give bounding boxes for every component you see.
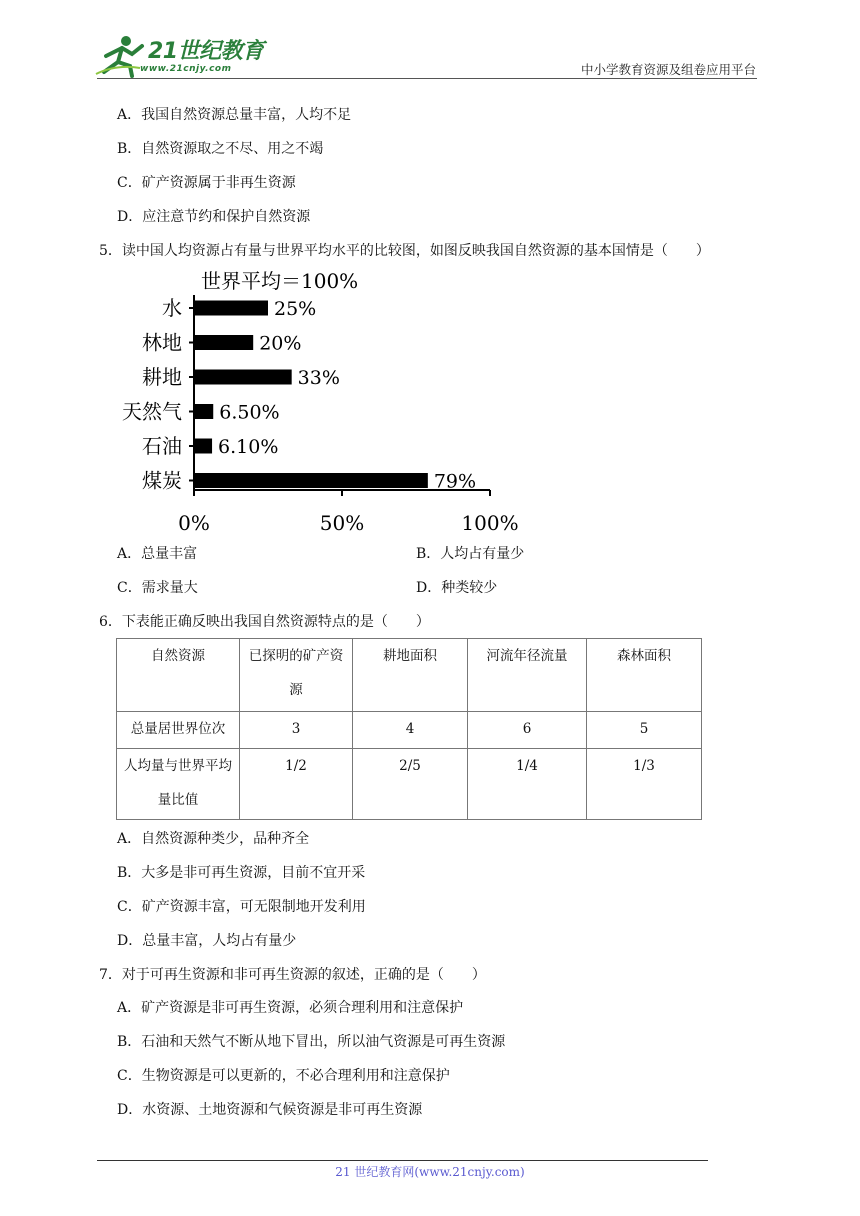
table-cell: 3 — [240, 712, 353, 749]
q6-option-c: C．矿产资源丰富，可无限制地开发利用 — [117, 899, 366, 915]
table-cell: 1/4 — [468, 749, 587, 820]
table-row — [117, 749, 702, 820]
chart-value-label: 79% — [433, 470, 477, 493]
chart-category-label: 石油 — [142, 434, 182, 458]
table-header-cell: 已探明的矿产资源 — [240, 639, 353, 712]
table-cell: 人均量与世界平均量比值 — [117, 749, 240, 820]
q7-option-a: A．矿产资源是非可再生资源，必须合理利用和注意保护 — [117, 1000, 464, 1016]
chart-title: 世界平均＝100% — [201, 269, 359, 293]
chart-value-label: 6.10% — [218, 436, 279, 458]
logo-url: www.21cnjy.com — [140, 64, 232, 74]
q6-option-a: A．自然资源种类少，品种齐全 — [117, 831, 310, 847]
table-cell: 4 — [353, 712, 468, 749]
table-header-cell: 耕地面积 — [353, 639, 468, 712]
resource-bar-chart — [122, 262, 535, 537]
q7-option-d: D．水资源、土地资源和气候资源是非可再生资源 — [117, 1102, 423, 1118]
chart-x-tick-label: 50% — [319, 511, 365, 535]
q4-option-d: D．应注意节约和保护自然资源 — [117, 209, 311, 225]
q4-option-c: C．矿产资源属于非再生资源 — [117, 175, 296, 191]
table-header-cell: 森林面积 — [587, 639, 702, 712]
table-header-cell: 自然资源 — [117, 639, 240, 712]
platform-name: 中小学教育资源及组卷应用平台 — [580, 62, 756, 77]
chart-bar — [194, 404, 213, 419]
logo-text: 21世纪教育 — [148, 39, 264, 64]
chart-category-label: 天然气 — [122, 399, 182, 424]
chart-x-tick-label: 0% — [178, 511, 210, 535]
table-cell: 1/2 — [240, 749, 353, 820]
chart-category-label: 耕地 — [142, 365, 182, 389]
chart-bar — [194, 335, 253, 350]
q5-option-b: B．人均占有量少 — [416, 546, 525, 562]
table-header-row — [117, 639, 702, 712]
table-cell: 5 — [587, 712, 702, 749]
q7-option-c: C．生物资源是可以更新的，不必合理利用和注意保护 — [117, 1068, 450, 1084]
q4-option-b: B．自然资源取之不尽、用之不竭 — [117, 141, 324, 157]
q5-option-a: A．总量丰富 — [117, 546, 198, 562]
chart-category-label: 林地 — [142, 330, 182, 355]
chart-bar — [194, 370, 292, 385]
chart-value-label: 25% — [274, 298, 317, 320]
chart-bar — [194, 473, 428, 488]
table-cell: 总量居世界位次 — [117, 712, 240, 749]
chart-value-label: 33% — [297, 367, 340, 389]
table-header-cell: 河流年径流量 — [468, 639, 587, 712]
footer-link[interactable]: 21 世纪教育网(www.21cnjy.com) — [335, 1165, 525, 1179]
table-row — [117, 712, 702, 749]
chart-bar — [194, 301, 268, 316]
q5-option-c: C．需求量大 — [117, 580, 198, 596]
chart-category-label: 水 — [162, 296, 182, 320]
table-cell: 6 — [468, 712, 587, 749]
q6-option-b: B．大多是非可再生资源，目前不宜开采 — [117, 865, 366, 881]
footer-divider — [97, 1160, 708, 1161]
q4-option-a: A．我国自然资源总量丰富，人均不足 — [117, 107, 352, 123]
q5-option-d: D．种类较少 — [416, 580, 498, 596]
chart-x-tick-label: 100% — [461, 511, 519, 535]
chart-value-label: 6.50% — [219, 401, 280, 424]
table-cell: 1/3 — [587, 749, 702, 820]
chart-value-label: 20% — [259, 332, 302, 355]
chart-bar — [194, 439, 212, 454]
q6-option-d: D．总量丰富，人均占有量少 — [117, 933, 297, 949]
q5-stem: 5．读中国人均资源占有量与世界平均水平的比较图，如图反映我国自然资源的基本国情是（ ） — [99, 243, 710, 259]
q7-stem: 7．对于可再生资源和非可再生资源的叙述，正确的是（ ） — [99, 967, 486, 983]
resource-table — [116, 638, 702, 820]
q6-stem: 6．下表能正确反映出我国自然资源特点的是（ ） — [99, 614, 430, 630]
table-cell: 2/5 — [353, 749, 468, 820]
chart-category-label: 煤炭 — [142, 468, 182, 493]
q7-option-b: B．石油和天然气不断从地下冒出，所以油气资源是可再生资源 — [117, 1034, 506, 1050]
header-divider — [97, 78, 757, 79]
